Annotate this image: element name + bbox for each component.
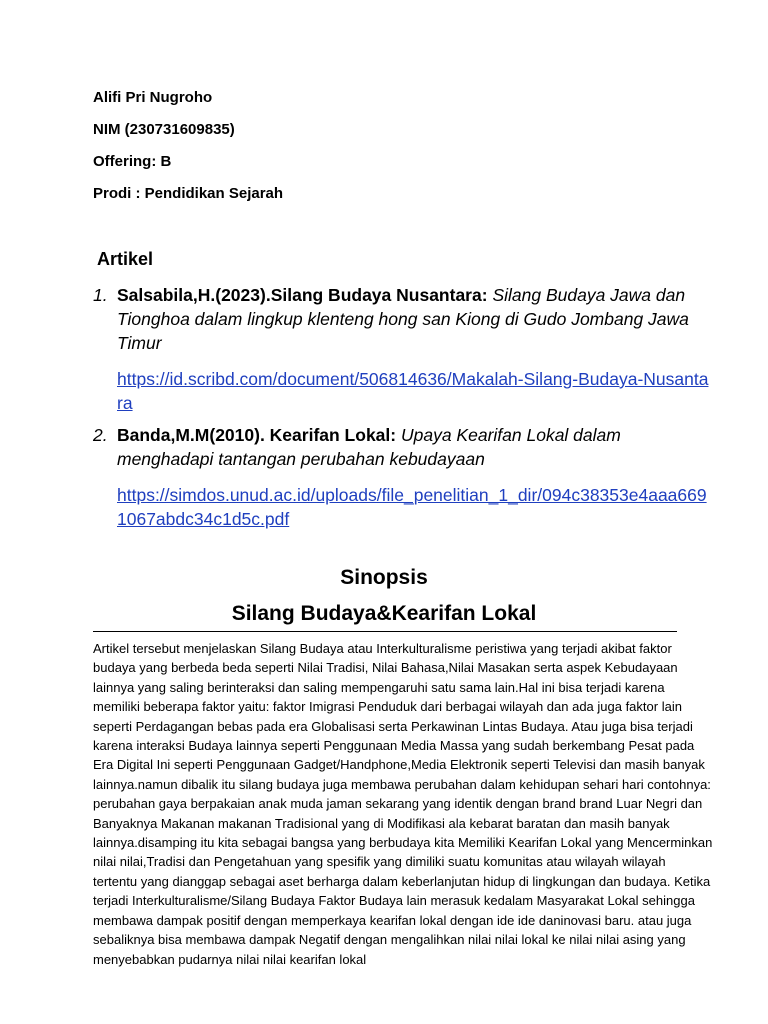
sinopsis-subtitle: Silang Budaya&Kearifan Lokal: [231, 602, 537, 625]
offering-label: Offering: B: [93, 153, 172, 170]
reference-number: 1.: [93, 285, 108, 305]
reference-item: [93, 283, 713, 415]
sinopsis-body: Artikel tersebut menjelaskan Silang Budaya atau Interkulturalisme peristiwa yang terjadi akibat faktor budaya yang berbeda beda seperti Nilai Tradisi, Nilai Bahasa,Nilai Masakan serta aspek Kebudayaan lainnya yang saling berinteraksi dan saling mempengaruhi satu sama lain.Hal ini bisa terjadi karena memiliki beberapa faktor yaitu: faktor Imigrasi Penduduk dari berbagai wilayah dan ada juga faktor lain seperti Perdagangan bebas pada era Globalisasi serta Perkawinan Lintas Budaya. Atau juga bisa terjadi karena interaksi Budaya lainnya seperti Penggunaan Media Massa yang sudah berkembang Pesat pada Era Digital Ini seperti Penggunaan Gadget/Handphone,Media Elektronik seperti Televisi dan masih banyak lainnya.namun dibalik itu silang budaya juga membawa perubahan dalam kehidupan sehari hari contohnya: perubahan gaya berpakaian anak muda jaman sekarang yang identik dengan brand brand Luar Negri dan Banyaknya Makanan makanan Tradisional yang di Modifikasi ala kebarat baratan dan masih banyak lainnya.disamping itu kita sebagai bangsa yang berbudaya kita Memiliki Kearifan Lokal yang Mencerminkan nilai nilai,Tradisi dan Pengetahuan yang spesifik yang dimiliki suatu komunitas atau wilayah wilayah tertentu yang dianggap sebagai aset berharga dalam keberlanjutan hidup di lingkungan dan budaya. Ketika terjadi Interkulturalisme/Silang Budaya Faktor Budaya lain merasuk kedalam Masyarakat Lokal sehingga membawa dampak positif dengan memperkaya kearifan lokal dengan ide ide daninovasi baru. atau juga sebaliknya bisa membawa dampak Negatif dengan mengalihkan nilai nilai lokal ke nilai nilai asing yang menyebabkan pudarnya nilai nilai kearifan lokal: [93, 641, 713, 967]
reference-citation: [117, 283, 713, 355]
student-id: NIM (230731609835): [93, 121, 235, 138]
horizontal-divider: [93, 631, 677, 632]
artikel-heading: Artikel: [97, 249, 154, 269]
reference-author-title: Banda,M.M(2010). Kearifan Lokal:: [117, 425, 397, 445]
study-program: Prodi : Pendidikan Sejarah: [93, 185, 284, 202]
author-name: Alifi Pri Nugroho: [93, 89, 213, 106]
reference-citation: [117, 423, 713, 471]
reference-list: [93, 283, 713, 539]
reference-link[interactable]: https://simdos.unud.ac.id/uploads/file_penelitian_1_dir/094c38353e4aaa6691067abdc34c1d5c.pdf: [117, 485, 707, 529]
reference-link[interactable]: https://id.scribd.com/document/506814636/Makalah-Silang-Budaya-Nusantara: [117, 369, 709, 413]
reference-number: 2.: [93, 425, 108, 445]
reference-subtitle: Upaya Kearifan Lokal dalam menghadapi tantangan perubahan kebudayaan: [117, 425, 621, 469]
reference-item: [93, 423, 713, 531]
sinopsis-title: Sinopsis: [340, 566, 428, 589]
reference-subtitle: Silang Budaya Jawa dan Tionghoa dalam lingkup klenteng hong san Kiong di Gudo Jombang Jawa Timur: [117, 285, 689, 353]
reference-author-title: Salsabila,H.(2023).Silang Budaya Nusantara:: [117, 285, 488, 305]
